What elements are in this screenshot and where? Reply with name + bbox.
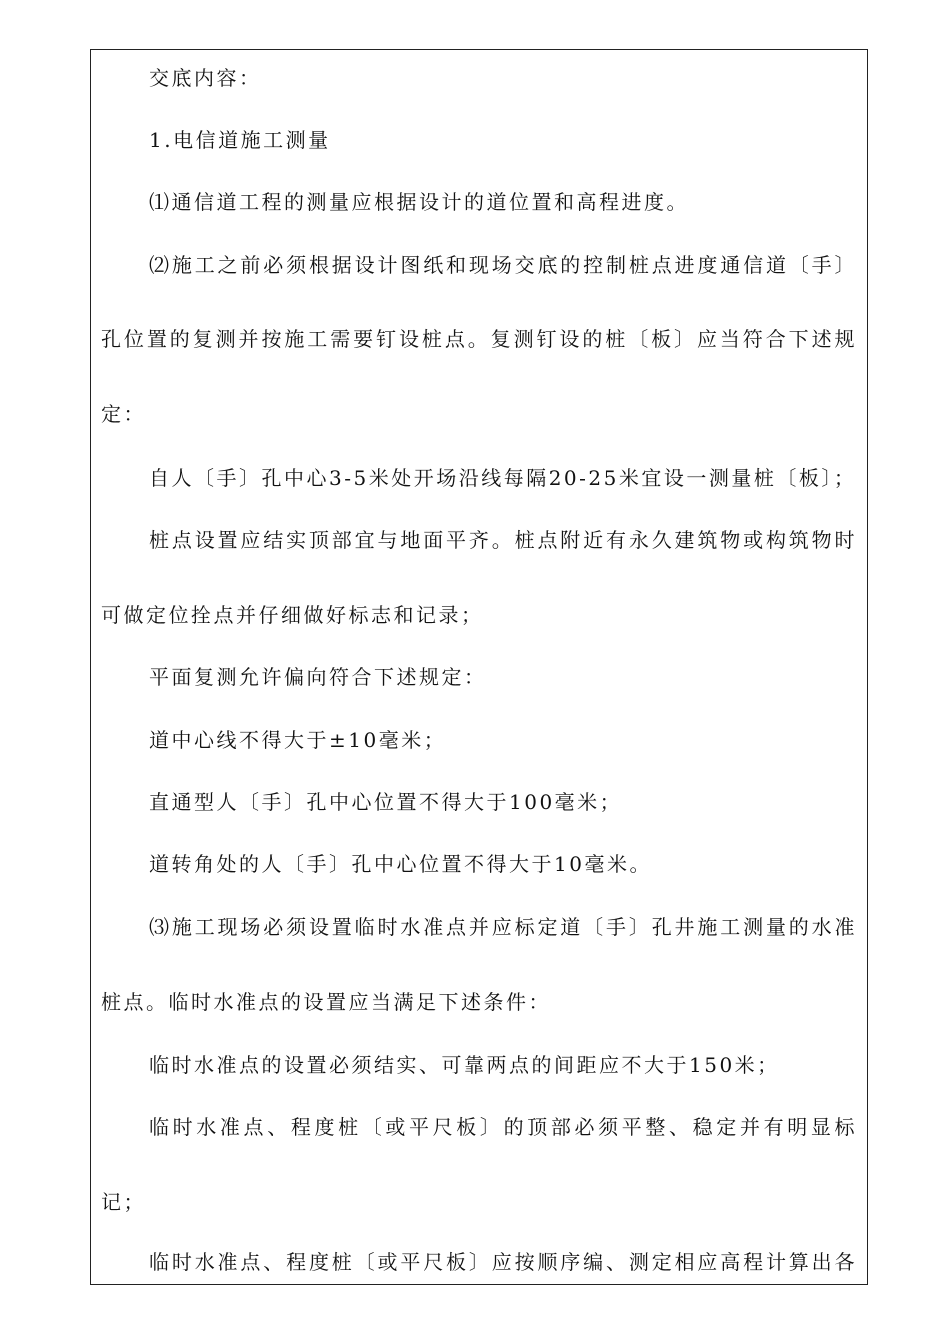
text-line: ⑴通信道工程的测量应根据设计的道位置和高程进度。 [149, 190, 689, 214]
text-line: 可做定位拴点并仔细做好标志和记录； [101, 603, 484, 627]
text-line: 1.电信道施工测量 [149, 128, 331, 152]
text-line: 自人〔手〕孔中心3-5米处开场沿线每隔20-25米宜设一测量桩〔板〕； [149, 466, 857, 490]
text-line: 桩点设置应结实顶部宜与地面平齐。桩点附近有永久建筑物或构筑物时 [149, 528, 857, 552]
text-line: ⑶施工现场必须设置临时水准点并应标定道〔手〕孔井施工测量的水准 [149, 915, 857, 939]
text-line: ⑵施工之前必须根据设计图纸和现场交底的控制桩点进度通信道〔手〕 [149, 253, 857, 277]
content-frame [90, 49, 868, 1285]
text-line: 临时水准点的设置必须结实、可靠两点的间距应不大于150米； [149, 1053, 780, 1077]
text-line: 交底内容： [149, 66, 262, 90]
text-line: 临时水准点、程度桩〔或平尺板〕的顶部必须平整、稳定并有明显标 [149, 1115, 857, 1139]
text-line: 孔位置的复测并按施工需要钉设桩点。复测钉设的桩〔板〕应当符合下述规 [101, 327, 857, 351]
text-line: 记； [101, 1190, 146, 1214]
text-line: 道中心线不得大于±10毫米； [149, 728, 447, 752]
text-line: 桩点。临时水准点的设置应当满足下述条件： [101, 990, 551, 1014]
text-line: 道转角处的人〔手〕孔中心位置不得大于10毫米。 [149, 852, 652, 876]
text-line: 定： [101, 402, 146, 426]
text-line: 平面复测允许偏向符合下述规定： [149, 665, 487, 689]
text-line: 直通型人〔手〕孔中心位置不得大于100毫米； [149, 790, 623, 814]
text-line: 临时水准点、程度桩〔或平尺板〕应按顺序编、测定相应高程计算出各 [149, 1250, 857, 1274]
